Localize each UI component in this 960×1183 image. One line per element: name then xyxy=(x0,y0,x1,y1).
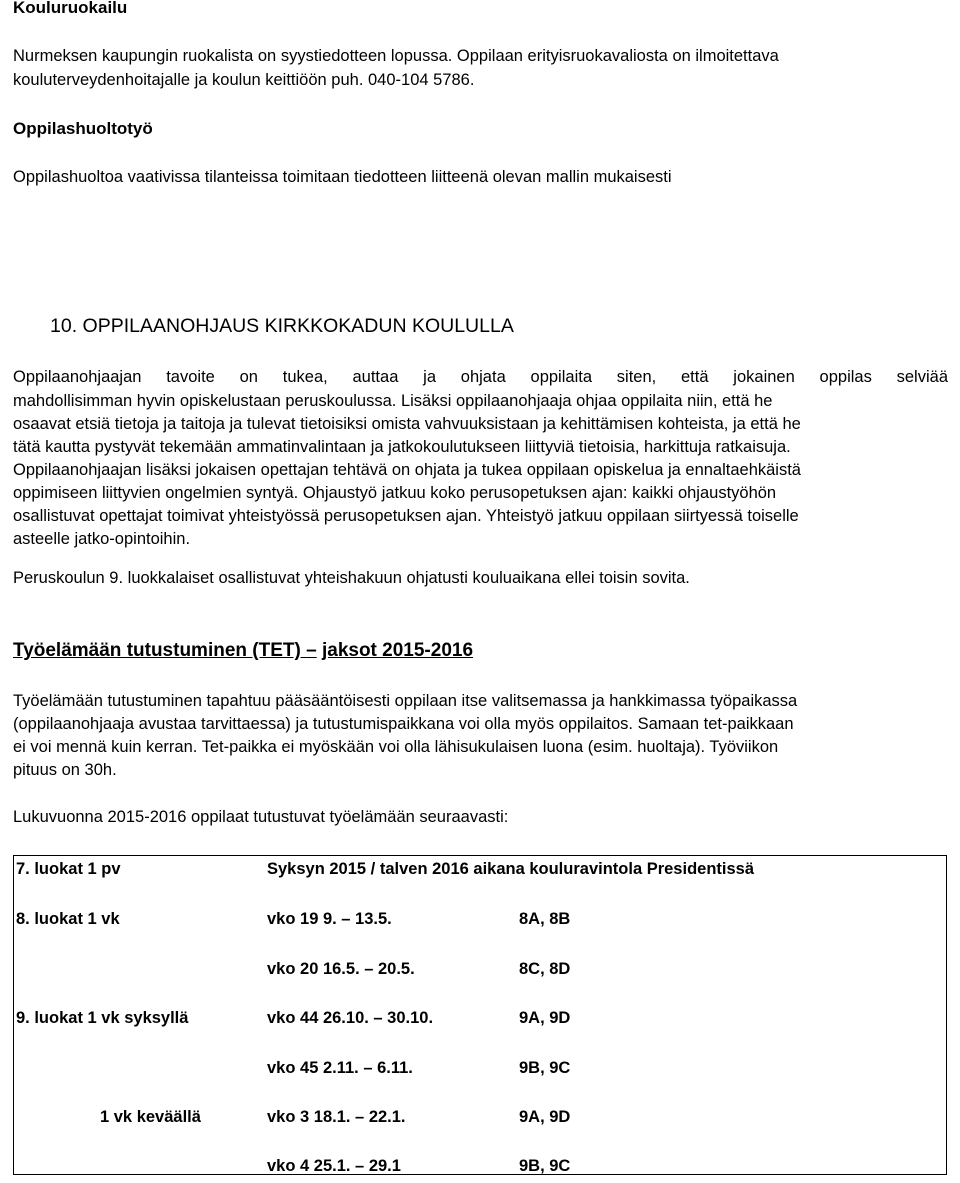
kouluruokailu-line-1: Nurmeksen kaupungin ruokalista on syystiedotteen lopussa. Oppilaan erityisruokavaliosta on ilmoitettava xyxy=(13,47,779,65)
schedule-row-7-week: vko 4 25.1. – 29.1 xyxy=(267,1157,401,1175)
tet-line-2: (oppilaanohjaaja avustaa tarvittaessa) ja tutustumispaikkana voi olla myös oppilaitos. Samaan tet-paikkaan xyxy=(13,715,794,733)
oppilaanohjaus-line-3: osaavat etsiä tietoja ja taitoja ja tulevat tietoisiksi omista vahvuuksistaan ja kehittämisen kohteista, ja että he xyxy=(13,415,801,433)
schedule-row-3-classes: 8C, 8D xyxy=(519,960,571,978)
tet-line-1: Työelämään tutustuminen tapahtuu pääsääntöisesti oppilaan itse valitsemassa ja hankkimassa työpaikassa xyxy=(13,692,798,710)
schedule-row-5-classes: 9B, 9C xyxy=(519,1059,571,1077)
section-title-kouluruokailu: Kouluruokailu xyxy=(13,0,128,17)
oppilashuolto-text: Oppilashuoltoa vaativissa tilanteissa toimitaan tiedotteen liitteenä olevan mallin mukaisesti xyxy=(13,168,672,186)
schedule-row-6-group: 1 vk keväällä xyxy=(100,1108,201,1126)
oppilaanohjaus-line-8: asteelle jatko-opintoihin. xyxy=(13,530,191,548)
schedule-row-1-week: Syksyn 2015 / talven 2016 aikana kouluravintola Presidentissä xyxy=(267,860,755,878)
section-heading-oppilaanohjaus: 10. OPPILAANOHJAUS KIRKKOKADUN KOULULLA xyxy=(50,315,514,337)
oppilaanohjaus-line-1: Oppilaanohjaajan tavoite on tukea, auttaa ja ohjata oppilaita siten, että jokainen oppilas selviää xyxy=(13,368,948,386)
section-title-tet xyxy=(13,640,473,662)
tet-title-part-2: jaksot 2015-2016 xyxy=(321,640,474,661)
schedule-row-4-week: vko 44 26.10. – 30.10. xyxy=(267,1009,434,1027)
schedule-row-7-classes: 9B, 9C xyxy=(519,1157,571,1175)
oppilaanohjaus-line-7: osallistuvat opettajat toimivat yhteistyössä perusopetuksen ajan. Yhteistyö jatkuu oppilaan siirtyessä toiselle xyxy=(13,507,799,525)
schedule-row-6-week: vko 3 18.1. – 22.1. xyxy=(267,1108,406,1126)
schedule-row-4-classes: 9A, 9D xyxy=(519,1009,571,1027)
schedule-row-4-group: 9. luokat 1 vk syksyllä xyxy=(16,1009,189,1027)
oppilaanohjaus-line-2: mahdollisimman hyvin opiskelustaan peruskoulussa. Lisäksi oppilaanohjaaja ohjaa oppilaita niin, että he xyxy=(13,392,773,410)
schedule-row-2-classes: 8A, 8B xyxy=(519,910,571,928)
kouluruokailu-line-2: kouluterveydenhoitajalle ja koulun keittiöön puh. 040-104 5786. xyxy=(13,71,475,89)
section-title-oppilashuolto: Oppilashuoltotyö xyxy=(13,119,153,138)
schedule-row-5-week: vko 45 2.11. – 6.11. xyxy=(267,1059,413,1077)
tet-intro: Lukuvuonna 2015-2016 oppilaat tutustuvat työelämään seuraavasti: xyxy=(13,808,509,826)
tet-title-part-1: Työelämään tutustuminen (TET) xyxy=(13,640,307,661)
oppilaanohjaus-line-6: oppimiseen liittyvien ongelmien syntyä. Ohjaustyö jatkuu koko perusopetuksen ajan: kaikki ohjaustyöhön xyxy=(13,484,777,502)
tet-line-4: pituus on 30h. xyxy=(13,761,117,779)
tet-schedule-table xyxy=(13,855,947,1175)
schedule-row-2-group: 8. luokat 1 vk xyxy=(16,910,120,928)
oppilaanohjaus-line-4: tätä kautta pystyvät tekemään ammatinvalintaan ja jatkokoulutukseen liittyviä tietoisia, harkittuja ratkaisuja. xyxy=(13,438,791,456)
tet-line-3: ei voi mennä kuin kerran. Tet-paikka ei myöskään voi olla lähisukulaisen luona (esim. huoltaja). Työviikon xyxy=(13,738,779,756)
schedule-row-6-classes: 9A, 9D xyxy=(519,1108,571,1126)
yhteishaku-text: Peruskoulun 9. luokkalaiset osallistuvat yhteishakuun ohjatusti kouluaikana ellei toisin sovita. xyxy=(13,569,690,587)
schedule-row-3-week: vko 20 16.5. – 20.5. xyxy=(267,960,415,978)
oppilaanohjaus-line-5: Oppilaanohjaajan lisäksi jokaisen opettajan tehtävä on ohjata ja tukea oppilaan opiskelua ja ennaltaehkäistä xyxy=(13,461,801,479)
schedule-row-2-week: vko 19 9. – 13.5. xyxy=(267,910,392,928)
schedule-row-1-group: 7. luokat 1 pv xyxy=(16,860,121,878)
tet-title-dash: – xyxy=(306,640,317,661)
